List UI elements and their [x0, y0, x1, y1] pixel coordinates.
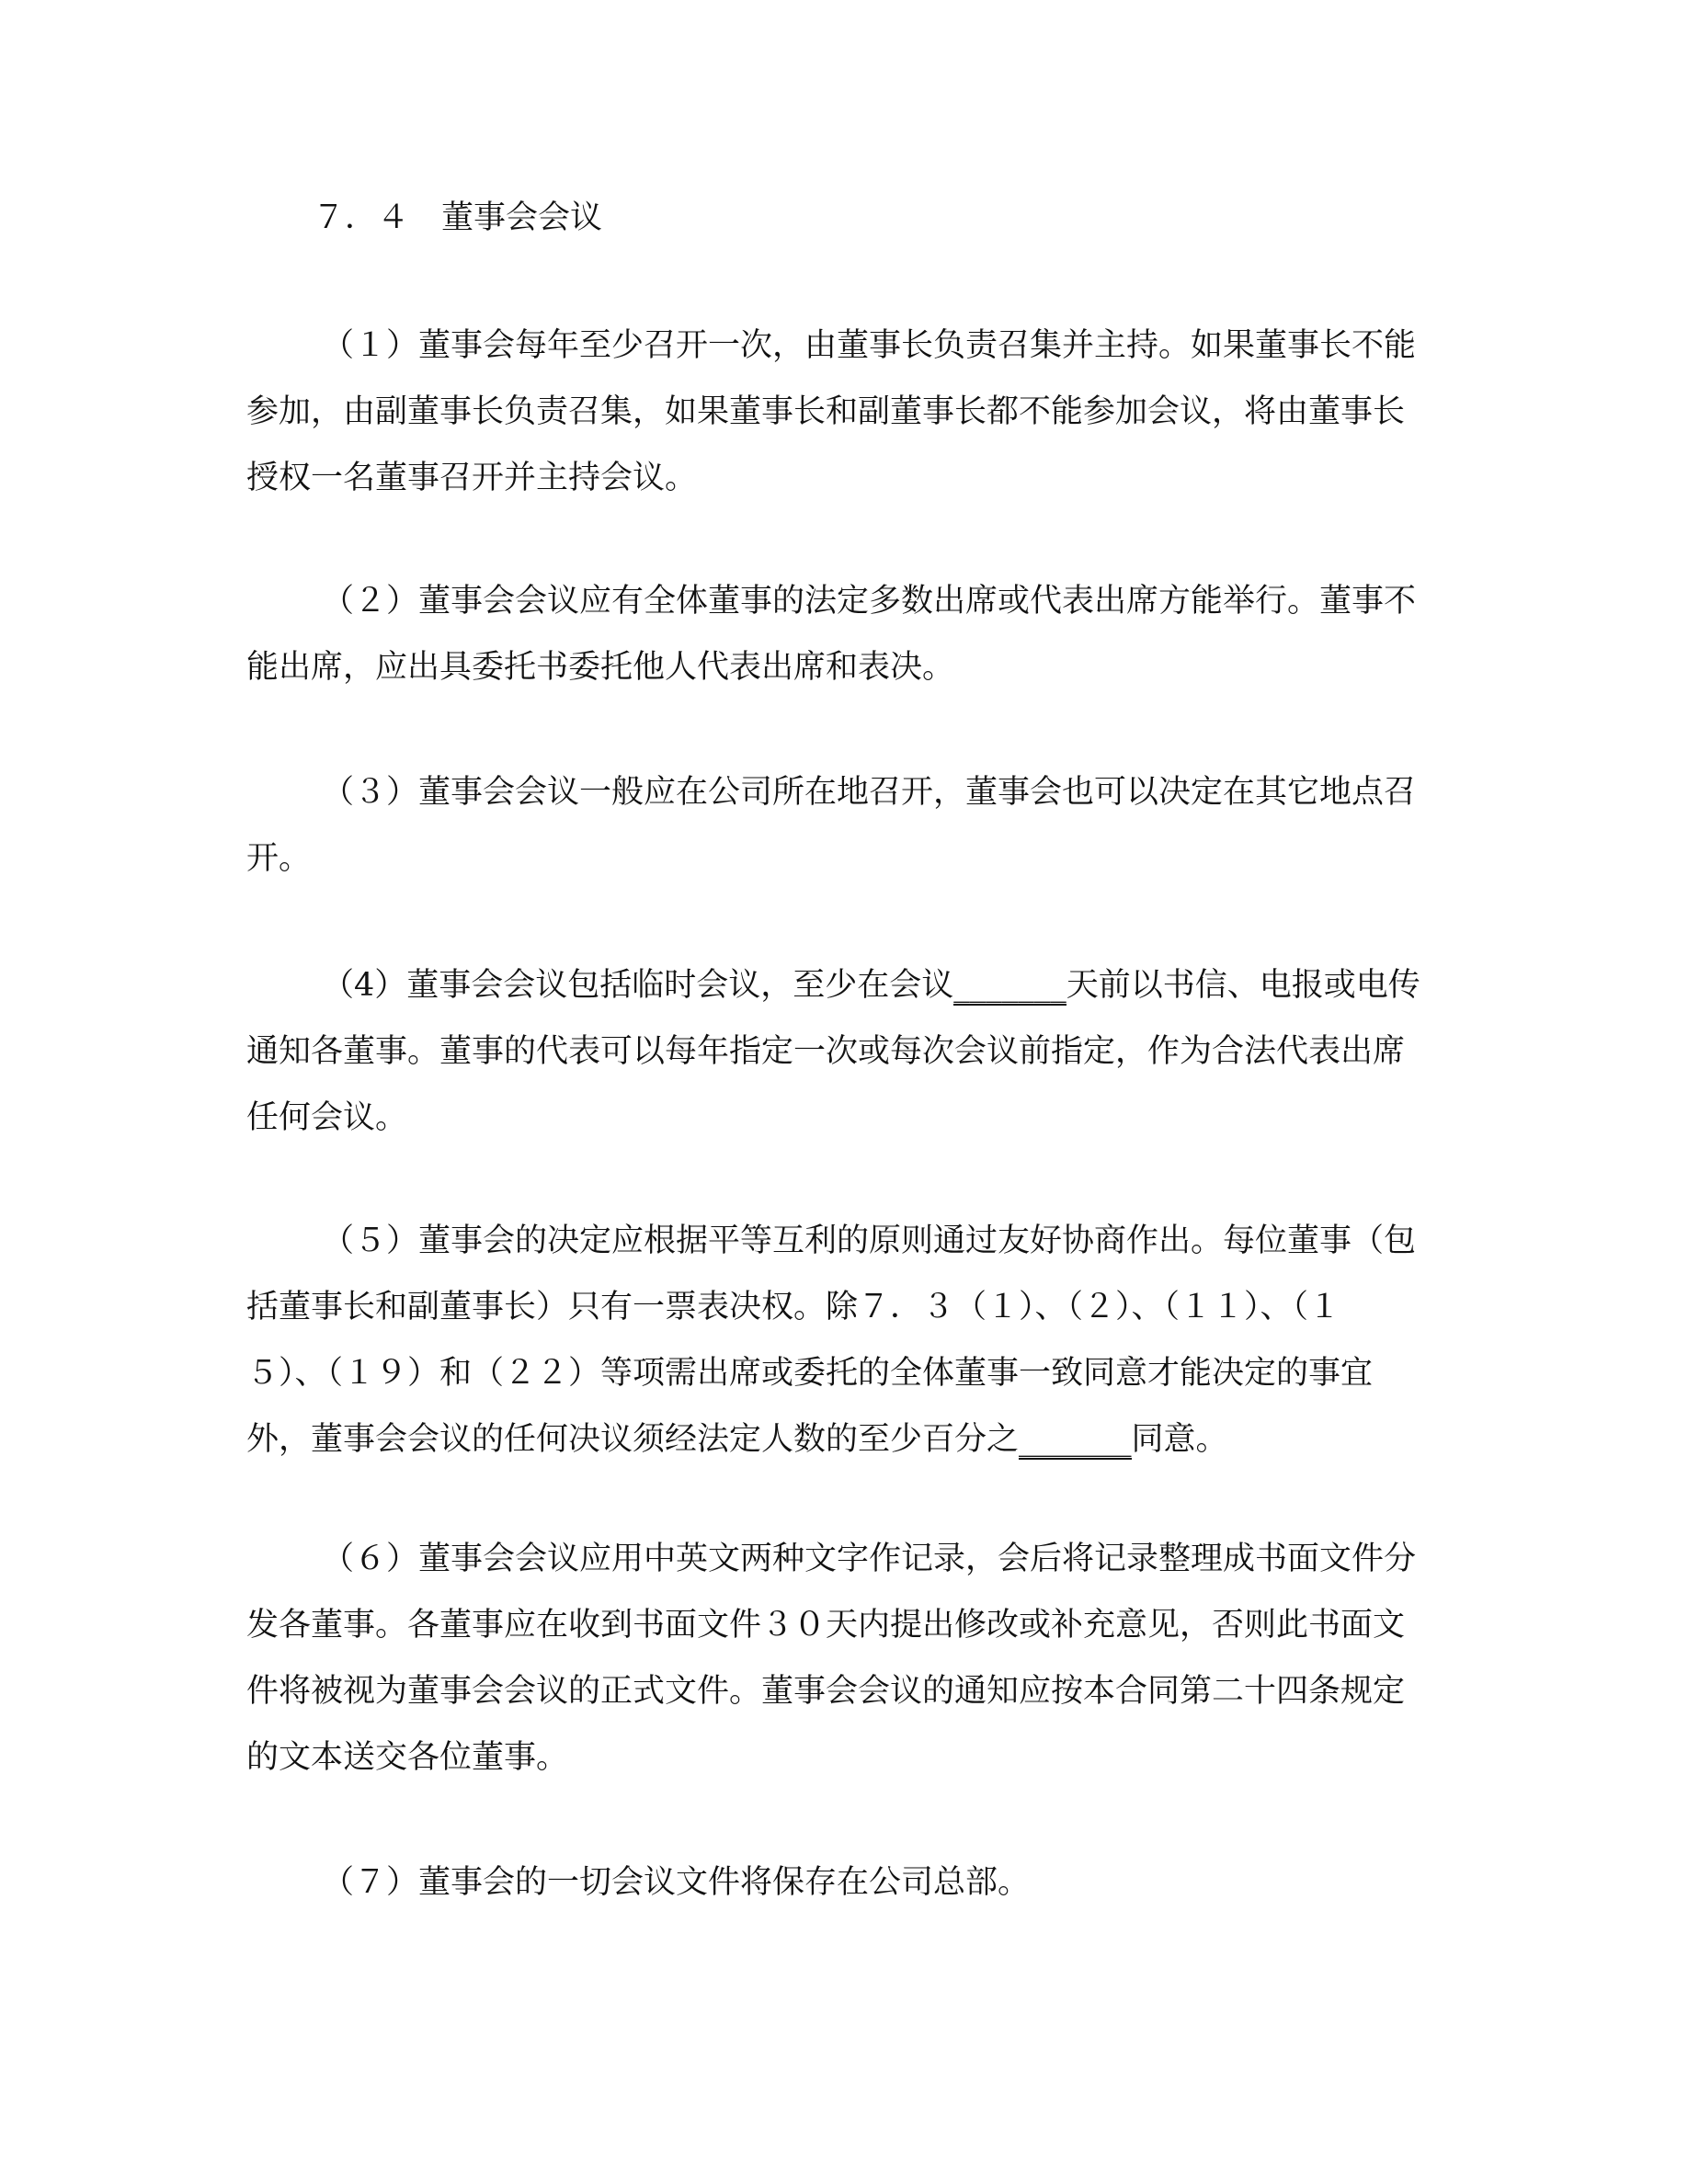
paragraph-4-line-2: 通知各董事。董事的代表可以每年指定一次或每次会议前指定，作为合法代表出席 [246, 1033, 1406, 1070]
paragraph-1 [246, 313, 1438, 511]
paragraph-5-line-4-text-after: 同意。 [1131, 1421, 1228, 1458]
fill-in-blank-percentage: _______ [1019, 1421, 1132, 1458]
paragraph-7-line-1: （７）董事会的一切会议文件将保存在公司总部。 [322, 1864, 1031, 1901]
paragraph-6 [246, 1526, 1438, 1791]
paragraph-2-line-1: （２）董事会会议应有全体董事的法定多数出席或代表出席方能举行。董事不 [322, 583, 1417, 620]
paragraph-7 [246, 1849, 1438, 1916]
paragraph-5-line-1: （５）董事会的决定应根据平等互利的原则通过友好协商作出。每位董事（包 [322, 1223, 1417, 1259]
paragraph-1-line-2: 参加，由副董事长负责召集，如果董事长和副董事长都不能参加会议，将由董事长 [246, 393, 1406, 430]
paragraph-6-line-2: 发各董事。各董事应在收到书面文件３０天内提出修改或补充意见，否则此书面文 [246, 1607, 1406, 1644]
paragraph-5-line-4-text-before: 外，董事会会议的任何决议须经法定人数的至少百分之 [246, 1421, 1020, 1458]
paragraph-6-line-3: 件将被视为董事会会议的正式文件。董事会会议的通知应按本合同第二十四条规定 [246, 1673, 1406, 1710]
paragraph-3-line-1: （３）董事会会议一般应在公司所在地召开，董事会也可以决定在其它地点召 [322, 774, 1417, 811]
paragraph-4-line-1-text-after: 天前以书信、电报或电传 [1066, 967, 1420, 1004]
paragraph-6-line-1: （６）董事会会议应用中英文两种文字作记录，会后将记录整理成书面文件分 [322, 1541, 1417, 1577]
paragraph-4-line-1 [246, 952, 1438, 1018]
paragraph-2-line-2: 能出席，应出具委托书委托他人代表出席和表决。 [246, 649, 955, 686]
paragraph-5-line-4 [246, 1406, 1438, 1473]
fill-in-blank-days: _______ [953, 967, 1066, 1004]
paragraph-4-line-1-text-before: （4）董事会会议包括临时会议，至少在会议 [322, 967, 954, 1004]
paragraph-4-line-3: 任何会议。 [246, 1099, 408, 1136]
paragraph-1-line-1: （１）董事会每年至少召开一次，由董事长负责召集并主持。如果董事长不能 [322, 327, 1417, 364]
paragraph-5 [246, 1208, 1438, 1473]
paragraph-4 [246, 952, 1438, 1151]
paragraph-6-line-4: 的文本送交各位董事。 [246, 1739, 569, 1776]
paragraph-5-line-3: ５）、（１９）和（２２）等项需出席或委托的全体董事一致同意才能决定的事宜 [246, 1355, 1374, 1392]
paragraph-3 [246, 759, 1438, 892]
paragraph-2 [246, 568, 1438, 700]
section-heading: ７．４ 董事会会议 [313, 199, 603, 236]
paragraph-1-line-3: 授权一名董事召开并主持会议。 [246, 460, 698, 496]
paragraph-3-line-2: 开。 [246, 840, 312, 877]
paragraph-5-line-2: 括董事长和副董事长）只有一票表决权。除７．３（１）、（２）、（１１）、（１ [246, 1289, 1341, 1325]
